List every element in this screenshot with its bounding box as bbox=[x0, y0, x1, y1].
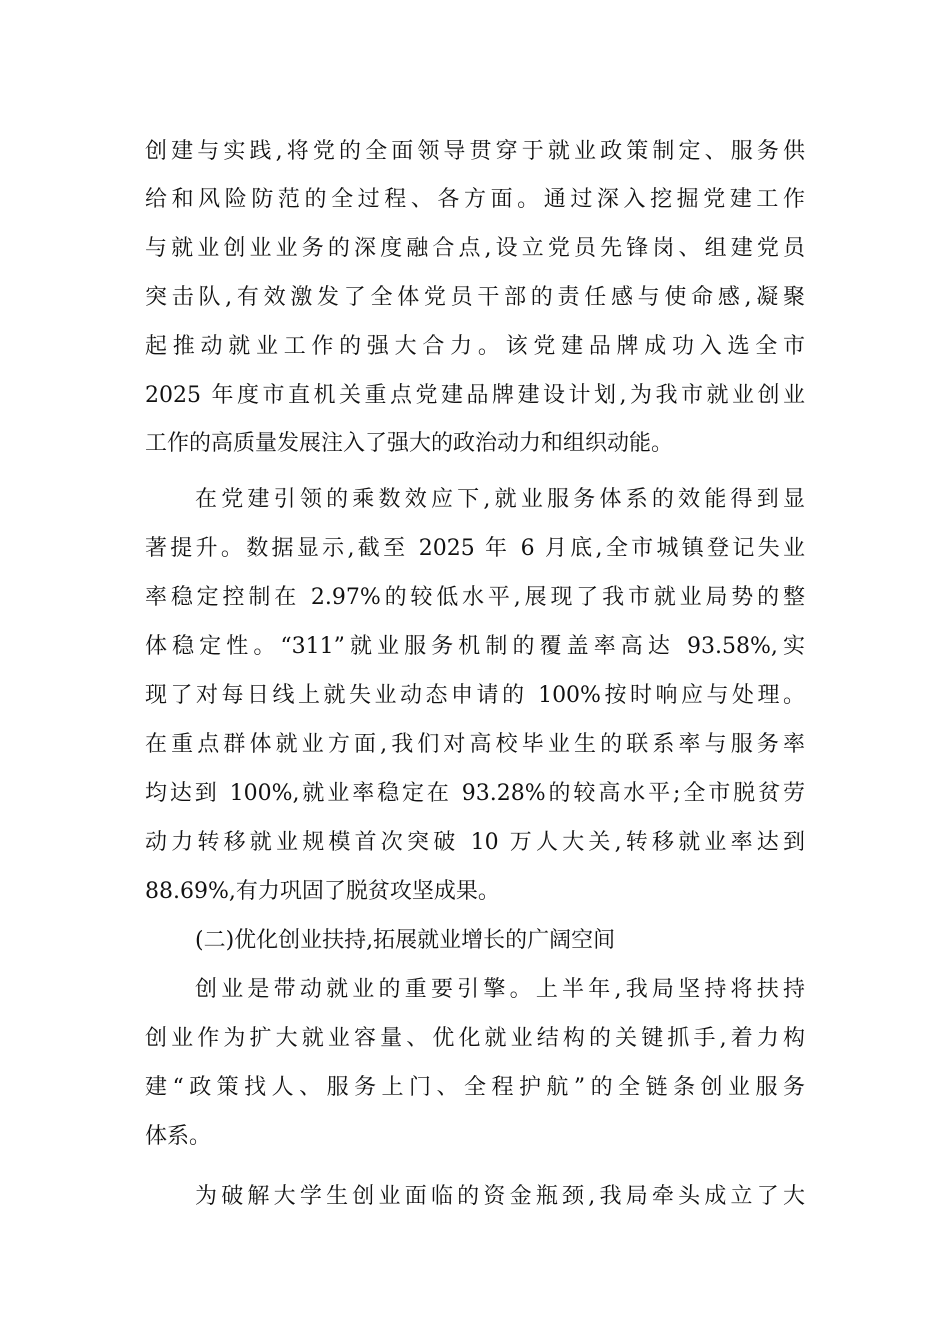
section-heading: (二)优化创业扶持,拓展就业增长的广阔空间 bbox=[195, 928, 616, 953]
body-text-line: 率稳定控制在 2.97%的较低水平,展现了我市就业局势的整 bbox=[145, 585, 805, 610]
body-text-line: 均达到 100%,就业率稳定在 93.28%的较高水平;全市脱贫劳 bbox=[145, 781, 805, 806]
body-text-line: 创建与实践,将党的全面领导贯穿于就业政策制定、服务供 bbox=[145, 139, 805, 164]
body-text-line: 给和风险防范的全过程、各方面。通过深入挖掘党建工作 bbox=[145, 187, 805, 212]
body-text-line: 体系。 bbox=[145, 1124, 212, 1149]
paragraph-first-line: 在党建引领的乘数效应下,就业服务体系的效能得到显 bbox=[195, 487, 805, 512]
paragraph-first-line: 创业是带动就业的重要引擎。上半年,我局坚持将扶持 bbox=[195, 977, 805, 1002]
body-text-line: 建“政策找人、服务上门、全程护航”的全链条创业服务 bbox=[145, 1075, 805, 1100]
paragraph-first-line: 为破解大学生创业面临的资金瓶颈,我局牵头成立了大 bbox=[195, 1184, 805, 1209]
body-text-line: 著提升。数据显示,截至 2025 年 6 月底,全市城镇登记失业 bbox=[145, 536, 805, 561]
body-text-line: 动力转移就业规模首次突破 10 万人大关,转移就业率达到 bbox=[145, 830, 805, 855]
body-text-line: 工作的高质量发展注入了强大的政治动力和组织动能。 bbox=[145, 431, 674, 456]
body-text-line: 与就业创业业务的深度融合点,设立党员先锋岗、组建党员 bbox=[145, 236, 805, 261]
body-text-line: 体稳定性。“311”就业服务机制的覆盖率高达 93.58%,实 bbox=[145, 634, 805, 659]
body-text-line: 起推动就业工作的强大合力。该党建品牌成功入选全市 bbox=[145, 334, 805, 359]
body-text-line: 创业作为扩大就业容量、优化就业结构的关键抓手,着力构 bbox=[145, 1026, 805, 1051]
body-text-line: 在重点群体就业方面,我们对高校毕业生的联系率与服务率 bbox=[145, 732, 805, 757]
body-text-line: 突击队,有效激发了全体党员干部的责任感与使命感,凝聚 bbox=[145, 285, 805, 310]
body-text-line: 2025 年度市直机关重点党建品牌建设计划,为我市就业创业 bbox=[145, 383, 805, 408]
body-text-line: 88.69%,有力巩固了脱贫攻坚成果。 bbox=[145, 879, 500, 904]
body-text-line: 现了对每日线上就失业动态申请的 100%按时响应与处理。 bbox=[145, 683, 805, 708]
